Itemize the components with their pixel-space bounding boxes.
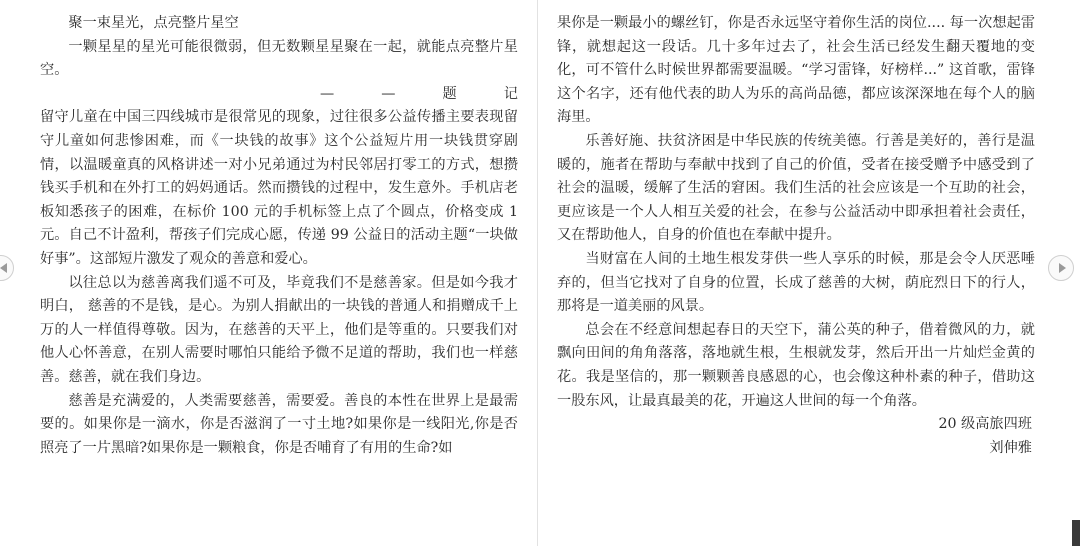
body-paragraph: 以往总以为慈善离我们遥不可及，毕竟我们不是慈善家。但是如今我才明白， 慈善的不是钱，是心。为别人捐献出的一块钱的普通人和捐赠成千上万的人一样值得尊敬。因为，在慈善的天平上，他们是等重的。只要我们对他人心怀善意，在别人需要时哪怕只能给予微不足道的帮助，我们也一样慈善。慈善，就在我们身边。 bbox=[40, 274, 518, 385]
right-page bbox=[557, 0, 1035, 546]
epigraph-char: — bbox=[381, 85, 396, 102]
body-paragraph: 果你是一颗最小的螺丝钉，你是否永远坚守着你生活的岗位.... 每一次想起雷锋，就想起这一段话。几十多年过去了，社会生活已经发生翻天覆地的变化，可不管什么时候世界都需要温暖。“学习雷锋，好榜样...” 这首歌，雷锋这个名字，还有他代表的助人为乐的高尚品德，都应该深深地在每个人的脑海里。 bbox=[557, 15, 1035, 126]
class-name: 20 级高旅四班 bbox=[938, 416, 1032, 433]
body-paragraph: 慈善是充满爱的，人类需要慈善，需要爱。善良的本性在世界上是最需要的。如果你是一滴水，你是否滋润了一寸土地?如果你是一线阳光,你是否照亮了一片黑暗?如果你是一颗粮食，你是否哺育了有用的生命?如 bbox=[40, 392, 518, 456]
intro-paragraph: 一颗星星的星光可能很微弱，但无数颗星星聚在一起，就能点亮整片星空。 bbox=[40, 38, 518, 79]
left-page bbox=[40, 0, 518, 546]
body-paragraph: 乐善好施、扶贫济困是中华民族的传统美德。行善是美好的，善行是温暖的，施者在帮助与奉献中找到了自己的价值，受者在接受赠予中感受到了社会的温暖，缓解了生活的窘困。我们生活的社会应该是一个互助的社会，更应该是一个人人相互关爱的社会，在参与公益活动中即承担着社会责任，又在帮助他人，自身的价值也在奉献中提升。 bbox=[557, 132, 1035, 244]
epigraph-char: 记 bbox=[503, 85, 518, 102]
essay-title: 聚一束星光，点亮整片星空 bbox=[68, 15, 239, 31]
epigraph-char: — bbox=[320, 85, 335, 102]
body-paragraph: 总会在不经意间想起春日的天空下，蒲公英的种子，借着微风的力，就飘向田间的角角落落，落地就生根，生根就发芽，然后开出一片灿烂金黄的花。我是坚信的，那一颗颗善良感恩的心，也会像这种朴素的种子，借助这一股东风，让最真最美的花，开遍这人世间的每一个角落。 bbox=[557, 321, 1035, 409]
previous-page-button[interactable] bbox=[0, 255, 14, 281]
author-name: 刘伸雅 bbox=[989, 439, 1032, 456]
chevron-left-icon bbox=[0, 263, 7, 273]
epigraph-label bbox=[40, 83, 518, 107]
epigraph-char: 题 bbox=[442, 85, 457, 102]
play-right-icon bbox=[1059, 263, 1066, 273]
page-divider bbox=[537, 0, 538, 546]
body-paragraph: 留守儿童在中国三四线城市是很常见的现象，过往很多公益传播主要表现留守儿童如何悲惨困难，而《一块钱的故事》这个公益短片用一块钱贯穿剧情，以温暖童真的风格讲述一对小兄弟通过为村民邻居打零工的方式，想攒钱买手机和在外打工的妈妈通话。然而攒钱的过程中，发生意外。手机店老板知悉孩子的困难，在标价 100 元的手机标签上点了个圆点，价格变成 1 元。自己不计盈利，帮孩子们完成心愿，传递 99 公益日的活动主题“一块做好事”。这部短片激发了观众的善意和爱心。 bbox=[40, 109, 518, 267]
corner-mark bbox=[1072, 520, 1080, 546]
body-paragraph: 当财富在人间的土地生根发芽供一些人享乐的时候，那是会令人厌恶唾弃的，但当它找对了自身的位置，长成了慈善的大树，荫庇烈日下的行人，那将是一道美丽的风景。 bbox=[557, 250, 1035, 315]
next-page-button[interactable] bbox=[1048, 255, 1074, 281]
